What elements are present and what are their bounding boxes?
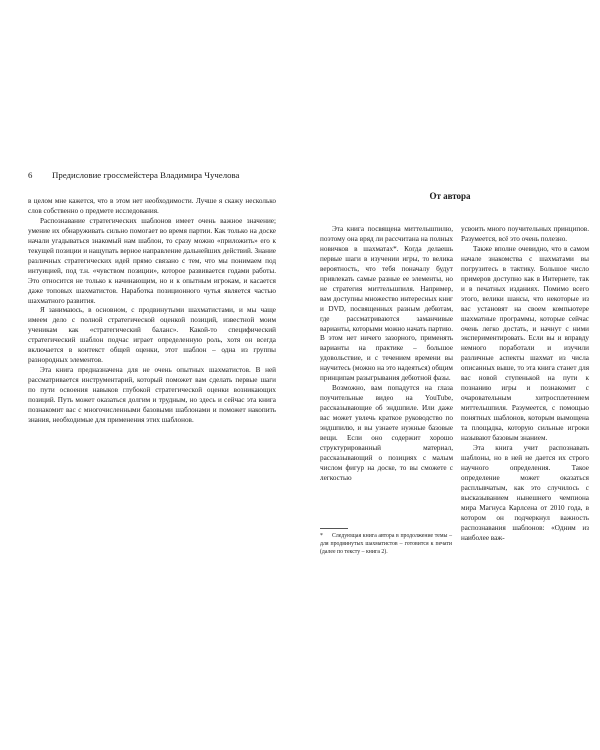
paragraph: усвоить много поучительных принципов. Разумеется, всё это очень полезно. <box>461 225 589 243</box>
paragraph: Эта книга предназначена для не очень опытных шахматистов. В ней рассматривается инструментарий, который поможет вам сделать первые шаги по пути освоения навыков глубокой стратегической оценки возникающих позиций. Путь может оказаться долгим и трудным, но здесь и сейчас эта книга познакомит вас с многочисленными базовыми шаблонами и поможет накопить знания, необходимые для применения этих шаблонов. <box>28 366 276 424</box>
paragraph: Распознавание стратегических шаблонов имеет очень важное значение; умение их обнаруживать сильно помогает во время партии. Как только на доске начали угадываться знакомый нам шаблон, то сразу можно «приложить» его к текущей позиции и нащупать верное направление дальнейших действий. Знание различных стратегических идей прямо связано с тем, что мы понимаем под интуицией, под т.н. «чувством позиции», которое развивается годами работы. Это относится не только к начинающим, но и к опытным игрокам, и касается даже топовых шахматистов. Наработка позиционного чутья является частью шахматного развития. <box>28 216 276 305</box>
footnote-marker: * <box>320 533 323 539</box>
left-body-text <box>28 197 276 426</box>
paragraph: Возможно, вам попадутся на глаза поучительные видео на YouTube, рассказывающие об эндшпиле. Или даже вас может увлечь краткое руководство по эндшпилю, и вы узнаете нужные базовые вещи. Если оно содержит хорошо структурированный материал, рассказывающий о позициях с малым числом фигур на доске, то вы сможете с легкостью <box>320 384 453 482</box>
right-column-2 <box>461 225 589 544</box>
paragraph: Эта книга учит распознавать шаблоны, но в ней не дается их строго научного определения. Такое определение может оказаться расплывчатым, как это случилось с высказыванием нынешнего чемпиона мира Магнуса Карлсена от 2010 года, в котором он подчеркнул важность распознавания шаблонов: «Одним из наиболее важ- <box>461 443 589 542</box>
footnote <box>320 533 452 556</box>
header-title: Предисловие гроссмейстера Владимира Чучелова <box>52 170 240 180</box>
page-number: 6 <box>28 170 33 180</box>
section-title: От автора <box>429 191 471 201</box>
footnote-divider <box>320 528 348 529</box>
footnote-text: Следующая книга автора в продолжение темы – для продвинутых шахматистов – готовится к печати (далее по тексту – книга 2). <box>320 533 452 555</box>
paragraph: Я занимаюсь, в основном, с продвинутыми шахматистами, и мы чаще имеем дело с полной стратегической оценкой позиций, известной моим ученикам как «стратегический баланс». Какой-то специфический стратегический шаблон подчас играет определенную роль, хотя он всегда включается в контекст общей оценки, этот шаблон – одна из группы разнородных элементов. <box>28 306 276 365</box>
paragraph: Эта книга посвящена миттельшпилю, поэтому она вряд ли рассчитана на полных новичков в шахматах*. Когда делаешь первые шаги в изучении игры, то велика вероятность, что тебя поначалу будут привлекать самые разные ее элементы, но не стратегия миттельшпиля. Например, вам доступны множество интересных книг и DVD, посвященных разным дебютам, где рассматриваются заманчивые варианты, которыми можно начать партию. В этом нет ничего зазорного, применять варианты на практике – большое удовольствие, и с течением времени вы научитесь (можно на это надеяться) общим принципам разыгрывания дебютной фазы. <box>320 225 453 383</box>
paragraph: Также вполне очевидно, что в самом начале знакомства с шахматами вы погрузитесь в тактику. Большое число примеров доступно как в Интернете, так и в печатных изданиях. Помимо всего этого, велики шансы, что некоторые из вас установят на своем компьютере шахматные программы, которые сейчас очень легко достать, и начнут с ними экспериментировать. Если вы и вправду немного поработали и изучили различные аспекты шахмат из числа описанных выше, то эта книга станет для вас новой ступенькой на пути к познанию игры и познакомит с очаровательным хитросплетением миттельшпиля. Разумеется, с помощью понятных шаблонов, которым вымощена та площадка, которую сильные игроки называют базовым знанием. <box>461 244 589 443</box>
right-column-1 <box>320 225 453 484</box>
paragraph: в целом мне кажется, что в этом нет необходимости. Лучше я скажу несколько слов собственно о предмете исследования. <box>28 197 276 215</box>
running-header <box>28 170 278 181</box>
